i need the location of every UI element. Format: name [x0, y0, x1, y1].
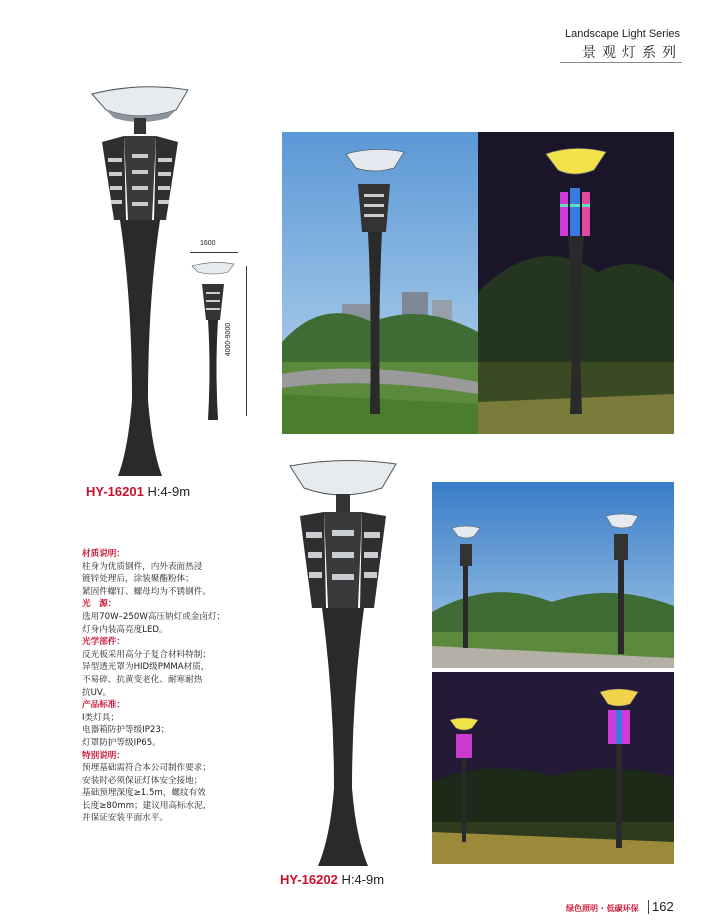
spec-title: 光 源：: [82, 599, 117, 610]
spec-line: 长度≥80mm；建议用高标水泥，: [82, 800, 212, 811]
spec-line: 灯身内装高亮度LED。: [82, 624, 168, 635]
spec-section-optics: [82, 636, 262, 699]
series-title-cn: 景观灯系列: [582, 45, 682, 61]
product-1-height: H:4-9m: [147, 484, 191, 499]
spec-title: 产品标准：: [82, 700, 125, 711]
spec-list: [82, 548, 262, 825]
spec-section-light-source: [82, 598, 262, 636]
product-2-model-label: [280, 872, 384, 887]
photo-day-scene-2: [432, 482, 674, 668]
dimension-width-label: 1600: [200, 240, 216, 247]
photo-night-scene-1: [478, 132, 674, 434]
product-1-model: HY-16201: [86, 484, 144, 499]
lamp-1-illustration: [80, 80, 200, 482]
spec-line: 灯罩防护等级IP65。: [82, 737, 161, 748]
spec-title: 特别说明：: [82, 750, 125, 761]
spec-line: 基础预埋深度≥1.5m，螺纹有效: [82, 788, 206, 799]
product-2-height: H:4-9m: [341, 872, 385, 887]
spec-section-standard: [82, 699, 262, 749]
spec-section-material: [82, 548, 262, 598]
spec-line: 预埋基础需符合本公司制作要求；: [82, 763, 211, 774]
product-1-model-label: [86, 484, 190, 499]
spec-line: 镀锌处理后，涂装聚酯粉体；: [82, 574, 194, 585]
spec-line: 选用70W–250W高压钠灯或金卤灯；: [82, 611, 226, 622]
footer-tagline: 绿色照明 · 低碳环保: [566, 904, 639, 913]
spec-title: 材质说明：: [82, 549, 125, 559]
spec-line: 抗UV。: [82, 687, 112, 698]
spec-line: 紧固件螺钉、螺母均为不锈钢件。: [82, 586, 211, 597]
spec-line: 安装时必须保证灯体安全接地；: [82, 775, 203, 786]
page-number-divider: [648, 900, 649, 914]
spec-line: Ⅰ类灯具；: [82, 712, 119, 723]
dimension-height-label: 4000-9000: [225, 322, 233, 357]
spec-title: 光学部件：: [82, 637, 125, 648]
product-2-model: HY-16202: [280, 872, 338, 887]
spec-line: 不易碎、抗黄变老化、耐寒耐热: [82, 674, 203, 685]
photo-night-scene-2: [432, 672, 674, 864]
page-number: 162: [652, 899, 674, 914]
spec-line: 并保证安装平面水平。: [82, 813, 168, 824]
spec-section-notes: [82, 750, 262, 826]
spec-line: 电器箱防护等级IP23；: [82, 725, 170, 736]
series-title-en: Landscape Light Series: [565, 28, 680, 40]
spec-line: 柱身为优质钢件，内外表面热浸: [82, 561, 203, 572]
dimension-height-line: [246, 266, 247, 416]
photo-day-scene-1: [282, 132, 478, 434]
spec-line: 反光板采用高分子复合材料特制；: [82, 649, 211, 660]
spec-line: 异型透光罩为HID级PMMA材质，: [82, 662, 210, 673]
dimension-width-line: [190, 252, 238, 253]
header-divider: [560, 62, 682, 63]
lamp-2-illustration: [278, 458, 408, 870]
